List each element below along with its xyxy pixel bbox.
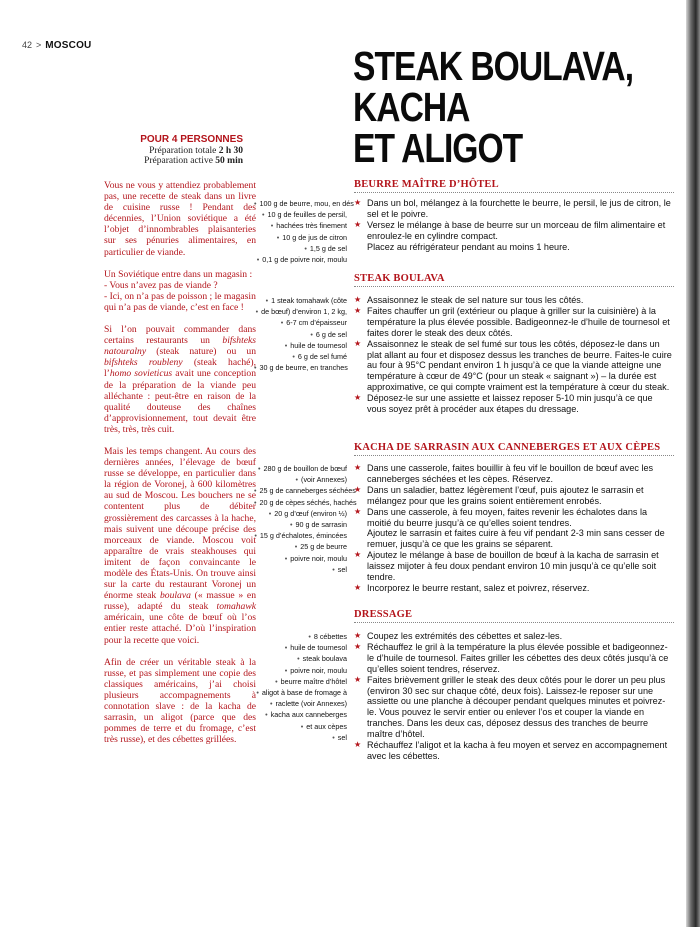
bullet-icon: • xyxy=(261,210,267,220)
star-icon: ★ xyxy=(354,305,362,315)
ingredient-item xyxy=(254,351,347,362)
ingredient-text: aligot à base de fromage à xyxy=(261,688,347,698)
ingredient-item xyxy=(254,474,347,485)
section-heading-kacha: KACHA DE SARRASIN AUX CANNEBERGES ET AUX CÈPES xyxy=(354,442,674,456)
bullet-icon: • xyxy=(304,243,309,253)
ingredient-text: 8 cébettes xyxy=(313,632,347,641)
ingredient-text: raclette (voir Annexes) xyxy=(275,699,347,709)
ingredient-text: 20 g de cèpes séchés, hachés xyxy=(259,497,357,507)
ingredient-item xyxy=(254,564,347,575)
ingredient-item xyxy=(254,329,347,340)
ingredient-item xyxy=(254,653,347,664)
step-item xyxy=(354,550,672,583)
ingredient-item xyxy=(254,220,347,231)
ingredient-text: 100 g de beurre, mou, en dés xyxy=(259,199,354,208)
bullet-icon: • xyxy=(289,520,295,530)
page-edge xyxy=(686,0,700,927)
ingredient-item xyxy=(254,721,347,732)
step-text: Dans un bol, mélangez à la fourchette le beurre, le persil, le jus de citron, le sel et le poivre. xyxy=(367,198,671,219)
steps-beurre xyxy=(354,198,672,253)
ingredient-item xyxy=(254,209,347,220)
bullet-icon: • xyxy=(284,665,290,675)
step-text: Dans une casserole, faites bouillir à feu vif le bouillon de bœuf avec les canneberges séchées et les cèpes. Réservez. xyxy=(367,463,654,484)
bullet-icon: • xyxy=(269,699,275,709)
ingredient-text: 25 g de canneberges séchées xyxy=(259,486,356,496)
star-icon: ★ xyxy=(354,393,362,403)
ingredient-text: 15 g d’échalotes, émincées xyxy=(259,531,347,541)
bullet-icon: • xyxy=(300,721,306,731)
ingredient-text: 6-7 cm d’épaisseur xyxy=(286,318,347,328)
step-text: Réchauffez le gril à la température la plus élevée possible et badigeonnez-le d’huile de tournesol. Faites griller les cébettes des deux côtés jusqu’à ce qu’elles soient tendres, réservez. xyxy=(367,641,669,674)
bullet-icon: • xyxy=(256,688,261,698)
star-icon: ★ xyxy=(354,740,362,750)
section-heading-beurre: BEURRE MAÎTRE D’HÔTEL xyxy=(354,179,674,193)
title-line: STEAK BOULAVA, xyxy=(353,43,634,89)
ingredient-item xyxy=(254,340,347,351)
section-heading-dressage: DRESSAGE xyxy=(354,609,674,623)
steps-steak xyxy=(354,295,672,415)
bullet-icon: • xyxy=(257,464,263,473)
ingredients-beurre xyxy=(254,198,354,265)
bullet-icon: • xyxy=(254,199,259,208)
ingredient-text: sel xyxy=(337,732,347,742)
ingredient-text: huile de tournesol xyxy=(290,643,347,653)
step-text: Coupez les extrémités des cébettes et salez-les. xyxy=(367,631,563,641)
ingredient-item xyxy=(254,362,347,373)
ingredient-item xyxy=(254,317,347,328)
ingredient-text: 6 g de sel xyxy=(315,329,347,339)
step-text: Dans une casserole, à feu moyen, faites revenir les échalotes dans la moitié du beurre jusqu’à ce qu’elles soient tendres. Ajoutez le sarrasin et faites cuire à feu vif pendant 2-3 min sans cesser de remuer, jusqu’à ce que les grains se séparent. xyxy=(367,506,665,550)
ingredient-item xyxy=(254,676,347,687)
star-icon: ★ xyxy=(354,463,362,472)
ingredient-item xyxy=(254,687,347,698)
ingredient-item xyxy=(254,709,347,720)
step-item xyxy=(354,220,672,253)
ingredient-item xyxy=(254,665,347,676)
bullet-icon: • xyxy=(254,531,259,541)
ingredient-item xyxy=(254,508,347,519)
ingredient-item xyxy=(254,463,347,474)
ingredient-item xyxy=(254,541,347,552)
bullet-icon: • xyxy=(268,508,274,518)
ingredient-item xyxy=(254,295,347,306)
ingredient-text: 10 g de feuilles de persil, xyxy=(267,210,347,220)
step-item xyxy=(354,339,672,394)
step-text: Assaisonnez le steak de sel nature sur tous les côtés. xyxy=(367,295,584,305)
intro-paragraph: Afin de créer un véritable steak à la russe, et pas simplement une copie des classiques américains, j’ai choisi plusieurs accompagnements à connotation slave : de la kacha de sarrasin, un aligot (parce que des pommes de terre et du fromage, c’est très russe), et des cébettes grillées. xyxy=(104,656,256,746)
step-item xyxy=(354,485,672,507)
step-item xyxy=(354,393,672,415)
bullet-icon: • xyxy=(275,676,280,686)
step-item xyxy=(354,306,672,339)
step-item xyxy=(354,675,672,740)
step-text: Assaisonnez le steak de sel fumé sur tous les côtés, déposez-le dans un plat allant au four et disposez dessus les tranches de beurre. Faites-le cuire au four à 95°C pendant environ 1 h jusqu’à ce que la viande atteigne une température à cœur de 49°C (pour un steak « saignant ») – la durée est approximative, ce qui compte vraiment est la température à cœur du steak. xyxy=(367,338,672,393)
ingredient-item xyxy=(254,732,347,743)
ingredient-item xyxy=(254,254,347,265)
ingredient-text: poivre noir, moulu xyxy=(290,665,347,675)
ingredient-text: 10 g de jus de citron xyxy=(282,232,347,242)
title-line: KACHA xyxy=(353,84,470,130)
star-icon: ★ xyxy=(354,338,362,348)
bullet-icon: • xyxy=(332,564,337,574)
ingredient-text: 20 g d’œuf (environ ½) xyxy=(274,508,347,518)
step-item xyxy=(354,198,672,220)
ingredients-kacha xyxy=(254,463,357,575)
step-item xyxy=(354,740,672,762)
bullet-icon: • xyxy=(270,221,276,231)
bullet-icon: • xyxy=(332,732,337,742)
ingredient-text: 0,1 g de poivre noir, moulu xyxy=(262,255,347,265)
step-item xyxy=(354,631,672,642)
ingredient-item xyxy=(254,553,347,564)
bullet-icon: • xyxy=(284,553,290,563)
header-separator: > xyxy=(36,40,42,50)
bullet-icon: • xyxy=(276,232,282,242)
steps-kacha xyxy=(354,463,672,594)
ingredient-text: beurre maître d’hôtel xyxy=(280,676,347,686)
star-icon: ★ xyxy=(354,641,362,651)
star-icon: ★ xyxy=(354,506,362,516)
step-item xyxy=(354,295,672,306)
bullet-icon: • xyxy=(292,352,297,362)
bullet-icon: • xyxy=(254,363,259,373)
bullet-icon: • xyxy=(254,486,259,496)
recipe-title xyxy=(353,43,634,171)
ingredient-item xyxy=(254,306,347,317)
bullet-icon: • xyxy=(265,296,271,305)
ingredient-text: poivre noir, moulu xyxy=(290,553,347,563)
bullet-icon: • xyxy=(284,643,290,653)
star-icon: ★ xyxy=(354,631,362,640)
ingredient-item xyxy=(254,198,354,209)
ingredient-item xyxy=(254,497,357,508)
step-text: Incorporez le beurre restant, salez et poivrez, réservez. xyxy=(367,582,590,593)
ingredient-item xyxy=(254,631,347,642)
ingredient-text: kacha aux canneberges xyxy=(270,710,347,720)
intro-text xyxy=(104,180,256,756)
ingredient-text: 1 steak tomahawk (côte xyxy=(271,296,347,305)
ingredients-dressage xyxy=(254,631,347,743)
step-text: Déposez-le sur une assiette et laissez reposer 5-10 min jusqu’à ce que vous soyez prêt à procéder aux étapes du dressage. xyxy=(367,393,653,415)
intro-paragraph: Vous ne vous y attendiez probablement pas, une recette de steak dans un livre de cuisine russe ! Pendant des décennies, l’Union soviétique a été l’objet d’innombrables plaisanteries sur ses pénuries alimentaires, en particulier de viande. xyxy=(104,180,256,258)
bullet-icon: • xyxy=(310,329,315,339)
bullet-icon: • xyxy=(255,307,261,317)
ingredient-text: 30 g de beurre, en tranches xyxy=(259,363,348,373)
bullet-icon: • xyxy=(295,475,301,485)
servings-label: POUR 4 PERSONNES xyxy=(140,134,243,145)
step-item xyxy=(354,642,672,675)
step-item xyxy=(354,463,672,485)
step-text: Ajoutez le mélange à base de bouillon de bœuf à la kacha de sarrasin et laissez mijoter à feu doux pendant environ 10 min jusqu’à ce qu’elle soit tendre. xyxy=(367,550,659,583)
star-icon: ★ xyxy=(354,484,362,494)
bullet-icon: • xyxy=(280,318,286,328)
ingredient-item xyxy=(254,519,347,530)
prep-total: Préparation totale 2 h 30 xyxy=(149,146,243,156)
prep-active: Préparation active 50 min xyxy=(144,156,243,166)
ingredient-text: et aux cèpes xyxy=(306,721,347,731)
steps-dressage xyxy=(354,631,672,762)
bullet-icon: • xyxy=(297,654,302,664)
ingredient-text: de bœuf) d’environ 1, 2 kg, xyxy=(261,307,347,317)
ingredient-text: 1,5 g de sel xyxy=(309,243,347,253)
ingredients-steak xyxy=(254,295,347,373)
ingredient-item xyxy=(254,485,356,496)
step-text: Dans un saladier, battez légèrement l’œuf, puis ajoutez le sarrasin et mélangez pour que les grains soient entièrement enrobés. xyxy=(367,484,644,506)
step-item xyxy=(354,583,672,594)
ingredient-text: steak boulava xyxy=(302,654,347,664)
intro-paragraph: Si l’on pouvait commander dans certains restaurants un bifshteks natouralny (steak nature) ou un bifshteks roubleny (steak haché), l’homo sovieticus avait une conception de la préparation de la viande peu alléchante : peut-être en raison de la qualité douteuse des chaînes d’approvisionnement, tout devait être très, très, très cuit. xyxy=(104,324,256,435)
ingredient-item xyxy=(254,698,347,709)
step-text: Réchauffez l’aligot et la kacha à feu moyen et servez en accompagnement avec les cébettes. xyxy=(367,740,668,761)
ingredient-text: 90 g de sarrasin xyxy=(295,520,347,530)
ingredient-item xyxy=(254,530,347,541)
ingredient-text: sel xyxy=(337,564,347,574)
ingredient-text: 280 g de bouillon de bœuf xyxy=(263,464,347,473)
ingredient-item xyxy=(254,642,347,653)
bullet-icon: • xyxy=(284,340,290,350)
intro-paragraph: Mais les temps changent. Au cours des dernières années, l’élevage de bœuf russe se développe, en particulier dans la région de Voronej, à 600 kilomètres au sud de Moscou. Les bouchers ne se contentent plus de débiter grossièrement des carcasses à la hache, mais suivent une découpe précise des morceaux de viande. Moscou voit apparaître de vrais steakhouses qui imitent de façon convaincante le modèle des États-Unis. On trouve ainsi sur la carte du restaurant Voronej un énorme steak boulava (« massue » en russe), adapté du steak tomahawk américain, une côte de bœuf où l’os entier reste attaché. D’où l’inspiration pour la recette que voici. xyxy=(104,445,256,646)
star-icon: ★ xyxy=(354,674,362,684)
ingredient-item xyxy=(254,232,347,243)
step-text: Versez le mélange à base de beurre sur un morceau de film alimentaire et enroulez-le en cylindre compact. Placez au réfrigérateur pendant au moins 1 heure. xyxy=(367,219,666,252)
section-name: MOSCOU xyxy=(45,40,92,51)
ingredient-text: (voir Annexes) xyxy=(301,475,347,485)
star-icon: ★ xyxy=(354,550,362,560)
ingredient-text: 25 g de beurre xyxy=(300,542,347,552)
bullet-icon: • xyxy=(254,497,259,507)
star-icon: ★ xyxy=(354,582,362,592)
running-header xyxy=(22,40,91,51)
prep-times xyxy=(90,146,243,166)
bullet-icon: • xyxy=(256,255,262,265)
ingredient-text: huile de tournesol xyxy=(290,340,347,350)
star-icon: ★ xyxy=(354,198,362,207)
bullet-icon: • xyxy=(265,710,270,720)
bullet-icon: • xyxy=(308,632,313,641)
star-icon: ★ xyxy=(354,295,362,304)
star-icon: ★ xyxy=(354,219,362,229)
step-item xyxy=(354,507,672,551)
title-line: ET ALIGOT xyxy=(353,125,523,171)
ingredient-text: hachées très finement xyxy=(276,221,347,231)
bullet-icon: • xyxy=(294,542,300,552)
step-text: Faites chauffer un gril (extérieur ou plaque à griller sur la cuisinière) à la température la plus élevée possible. Badigeonnez-le d’huile de tournesol et faites dorer le steak des deux côtés. xyxy=(367,305,670,338)
intro-paragraph: Un Soviétique entre dans un magasin : - Vous n’avez pas de viande ? - Ici, on n’a pas de poisson ; le magasin qui n’a pas de viande, c’est en face ! xyxy=(104,268,256,313)
ingredient-item xyxy=(254,243,347,254)
step-text: Faites brièvement griller le steak des deux côtés pour le dorer un peu plus (environ 30 sec sur chaque côté, deux fois). Laissez-le reposer sur une assiette ou une planche à découper pendant quelques minutes et poivrez-le. Vous pouvez le servir entier ou enlever l’os et couper la viande en tranches. Dans les deux cas, déposez dessus des tranches de beurre maître d’hôtel. xyxy=(367,674,666,740)
page-number: 42 xyxy=(22,40,33,50)
section-heading-steak: STEAK BOULAVA xyxy=(354,273,674,287)
ingredient-text: 6 g de sel fumé xyxy=(297,352,347,362)
